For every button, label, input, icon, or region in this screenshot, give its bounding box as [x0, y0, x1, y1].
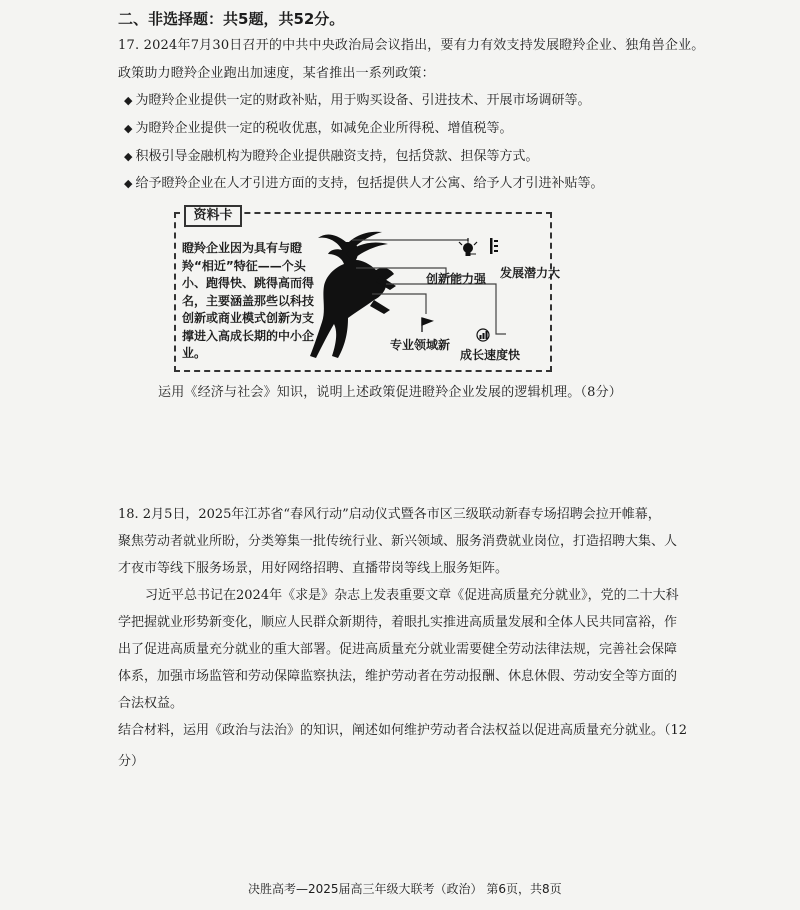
gazelle-image — [310, 232, 396, 358]
diamond-bullet-icon: ◆ — [124, 177, 133, 190]
bars-icon — [490, 238, 498, 254]
q17-bullet: ◆ 为瞪羚企业提供一定的财政补贴，用于购买设备、引进技术、开展市场调研等。 — [124, 93, 591, 108]
page-footer: 决胜高考—2025届高三年级大联考（政治） 第6页，共8页 — [248, 882, 562, 896]
diamond-bullet-icon: ◆ — [124, 122, 133, 135]
feature-growth: 成长速度快 — [460, 348, 521, 362]
q18-line: 学把握就业形势新变化，顺应人民群众新期待，着眼扎实推进高质量发展和全体人民共同富裕，作 — [118, 615, 678, 630]
q18-line: 聚焦劳动者就业所盼，分类筹集一批传统行业、新兴领域、服务消费就业岗位，打造招聘大集、人 — [118, 534, 678, 549]
bulb-icon — [459, 238, 477, 256]
q18-line: 合法权益。 — [118, 696, 184, 711]
section-title: 二、非选择题：共5题，共52分。 — [118, 10, 345, 28]
q18-question: 结合材料，运用《政治与法治》的知识，阐述如何维护劳动者合法权益以促进高质量充分就业。（12 — [118, 723, 688, 738]
data-card-tag: 资料卡 — [184, 205, 242, 227]
feature-potential: 发展潜力大 — [500, 266, 561, 280]
flag-icon — [422, 318, 432, 332]
feature-innovation: 创新能力强 — [426, 272, 487, 286]
q18-question: 分） — [118, 754, 145, 769]
q17-question: 运用《经济与社会》知识，说明上述政策促进瞪羚企业发展的逻辑机理。（8分） — [158, 385, 622, 400]
q18-line: 习近平总书记在2024年《求是》杂志上发表重要文章《促进高质量充分就业》，党的二十大科 — [145, 588, 679, 603]
feature-new-field: 专业领域新 — [390, 338, 451, 352]
q17-intro-line1: 17. 2024年7月30日召开的中共中央政治局会议指出，要有力有效支持发展瞪羚企业、独角兽企业。 — [118, 38, 705, 53]
q18-line: 体系，加强市场监管和劳动保障监察执法，维护劳动者在劳动报酬、休息休假、劳动安全等方面的 — [118, 669, 678, 684]
q18-line: 出了促进高质量充分就业的重大部署。促进高质量充分就业需要健全劳动法律法规，完善社会保障 — [118, 642, 678, 657]
data-card — [174, 208, 561, 372]
chart-icon — [477, 329, 489, 341]
q17-bullet: ◆ 积极引导金融机构为瞪羚企业提供融资支持，包括贷款、担保等方式。 — [124, 149, 539, 164]
diamond-bullet-icon: ◆ — [124, 150, 133, 163]
q17-bullet: ◆ 为瞪羚企业提供一定的税收优惠，如减免企业所得税、增值税等。 — [124, 121, 513, 136]
diamond-bullet-icon: ◆ — [124, 94, 133, 107]
q17-bullet: ◆ 给予瞪羚企业在人才引进方面的支持，包括提供人才公寓、给予人才引进补贴等。 — [124, 176, 604, 191]
q18-line: 才夜市等线下服务场景，用好网络招聘、直播带岗等线上服务矩阵。 — [118, 561, 509, 576]
q17-intro-line2: 政策助力瞪羚企业跑出加速度，某省推出一系列政策： — [118, 66, 435, 81]
data-card-text: 瞪羚企业因为具有与瞪羚“相近”特征——个头小、跑得快、跳得高而得名，主要涵盖那些以科技创新或商业模式创新为支撑进入高成长期的中小企业。 — [182, 241, 315, 360]
q18-line: 18. 2月5日，2025年江苏省“春风行动”启动仪式暨各市区三级联动新春专场招聘会拉开帷幕， — [118, 507, 661, 522]
